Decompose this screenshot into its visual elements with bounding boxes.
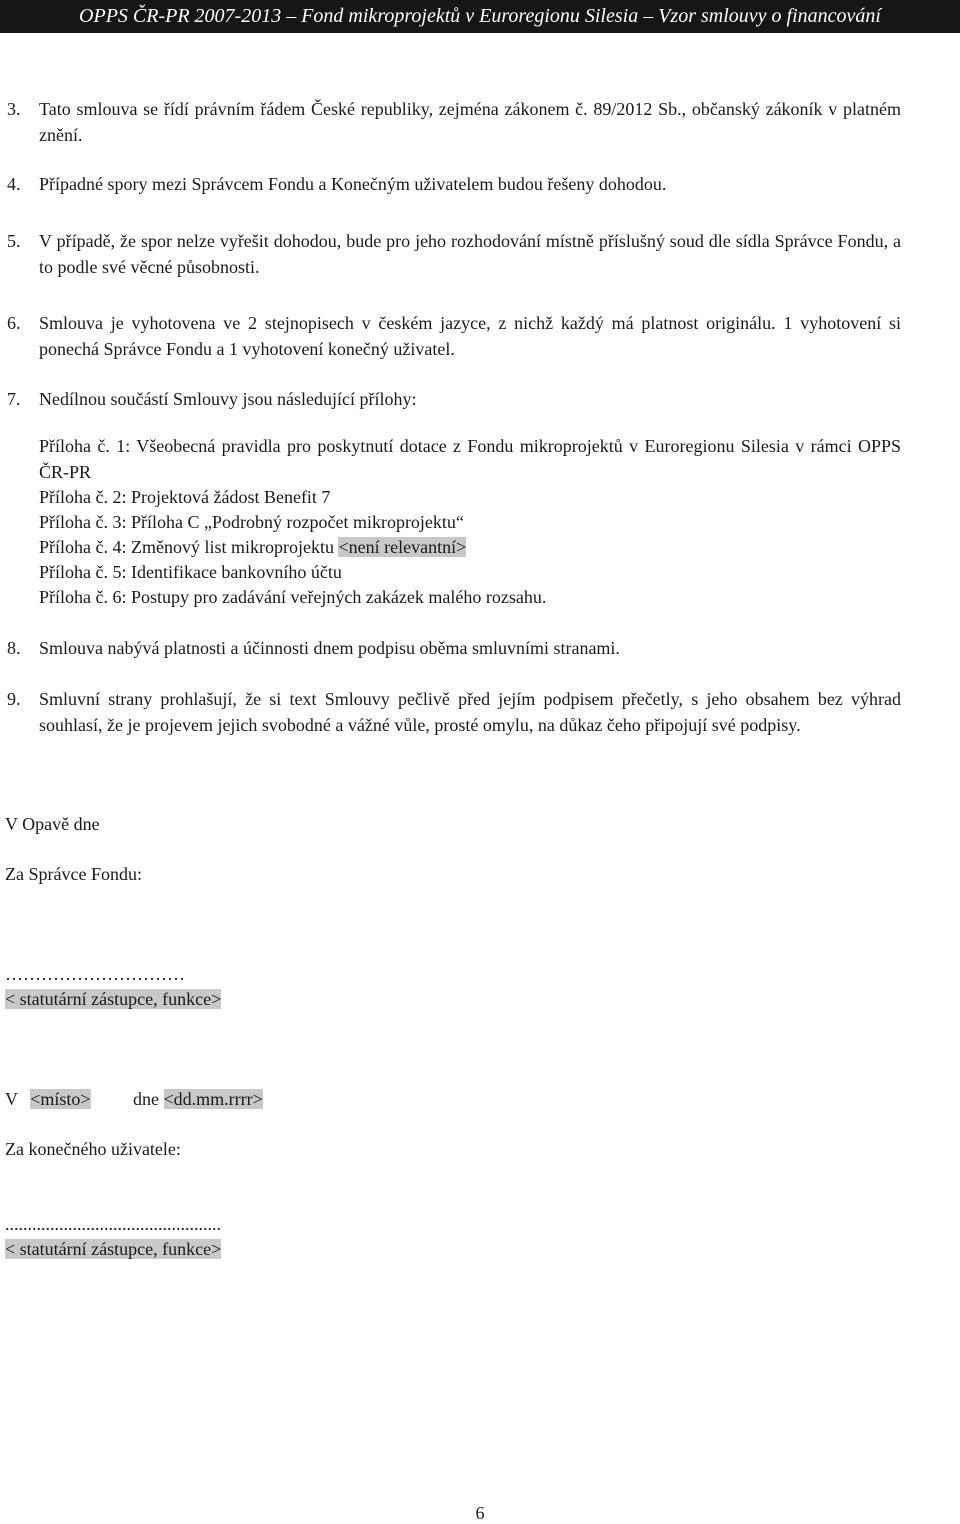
attachment-label: Příloha č. 4: Změnový list mikroprojektu [39,537,339,557]
signature-dots-line-2: ................................................ [5,1214,221,1234]
clause-text: Případné spory mezi Správcem Fondu a Konečným uživatelem budou řešeny dohodou. [39,174,667,194]
clause-text: Smluvní strany prohlašují, že si text Smlouvy pečlivě před jejím podpisem přečetly, s jeho obsahem bez výhrad souhlasí, že je projevem jejich svobodné a vážné vůle, prosté omylu, na důkaz čeho připojují své podpisy. [39,689,901,735]
party-label-fund-administrator: Za Správce Fondu: [5,864,142,884]
attachment-item-1: Příloha č. 1: Všeobecná pravidla pro poskytnutí dotace z Fondu mikroprojektů v Euroregionu Silesia v rámci OPPS ČR-PR [39,436,901,482]
dne-label: dne [133,1089,159,1109]
statutory-representative-placeholder-2: < statutární zástupce, funkce> [5,1239,222,1259]
statutory-representative-placeholder: < statutární zástupce, funkce> [5,989,222,1009]
clause-text: V případě, že spor nelze vyřešit dohodou, bude pro jeho rozhodování místně příslušný soud dle sídla Správce Fondu, a to podle své věcné působnosti. [39,231,901,277]
placeholder-not-relevant: <není relevantní> [338,537,467,557]
representative-line [5,987,221,1012]
document-header [0,0,960,33]
clause-text: Tato smlouva se řídí právním řádem České republiky, zejména zákonem č. 89/2012 Sb., občanský zákoník v platném znění. [39,99,901,145]
clause-number: 8. [7,638,21,658]
attachment-item-5: Příloha č. 5: Identifikace bankovního účtu [39,562,342,582]
page-number: 6 [475,1503,485,1523]
clause-number: 4. [7,174,21,194]
party-label-final-user: Za konečného uživatele: [5,1139,181,1159]
v-label: V [5,1089,18,1109]
header-title: OPPS ČR-PR 2007-2013 – Fond mikroprojektů v Euroregionu Silesia – Vzor smlouvy o financování [79,5,881,27]
attachment-item-3: Příloha č. 3: Příloha C „Podrobný rozpočet mikroprojektu“ [39,512,464,532]
clause-number: 6. [7,313,21,333]
attachment-item-2: Příloha č. 2: Projektová žádost Benefit 7 [39,487,331,507]
representative-line-2 [5,1237,221,1262]
clause-number: 7. [7,389,21,409]
attachment-item-6: Příloha č. 6: Postupy pro zadávání veřejných zakázek malého rozsahu. [39,587,547,607]
place-date-line: V Opavě dne [5,814,100,834]
clause-text: Smlouva je vyhotovena ve 2 stejnopisech v českém jazyce, z nichž každý má platnost originálu. 1 vyhotovení si ponechá Správce Fondu a 1 vyhotovení konečný uživatel. [39,313,901,359]
signature-dots-line: ………………………… [5,964,185,984]
clause-number: 9. [7,689,21,709]
place-date-placeholder-line [5,1087,263,1112]
clause-text: Smlouva nabývá platnosti a účinnosti dnem podpisu oběma smluvními stranami. [39,638,620,658]
clause-number: 5. [7,231,21,251]
place-placeholder: <místo> [30,1089,91,1109]
attachment-item-4 [39,535,466,560]
clause-text: Nedílnou součástí Smlouvy jsou následující přílohy: [39,389,417,409]
date-placeholder: <dd.mm.rrrr> [163,1089,263,1109]
clause-number: 3. [7,99,21,119]
